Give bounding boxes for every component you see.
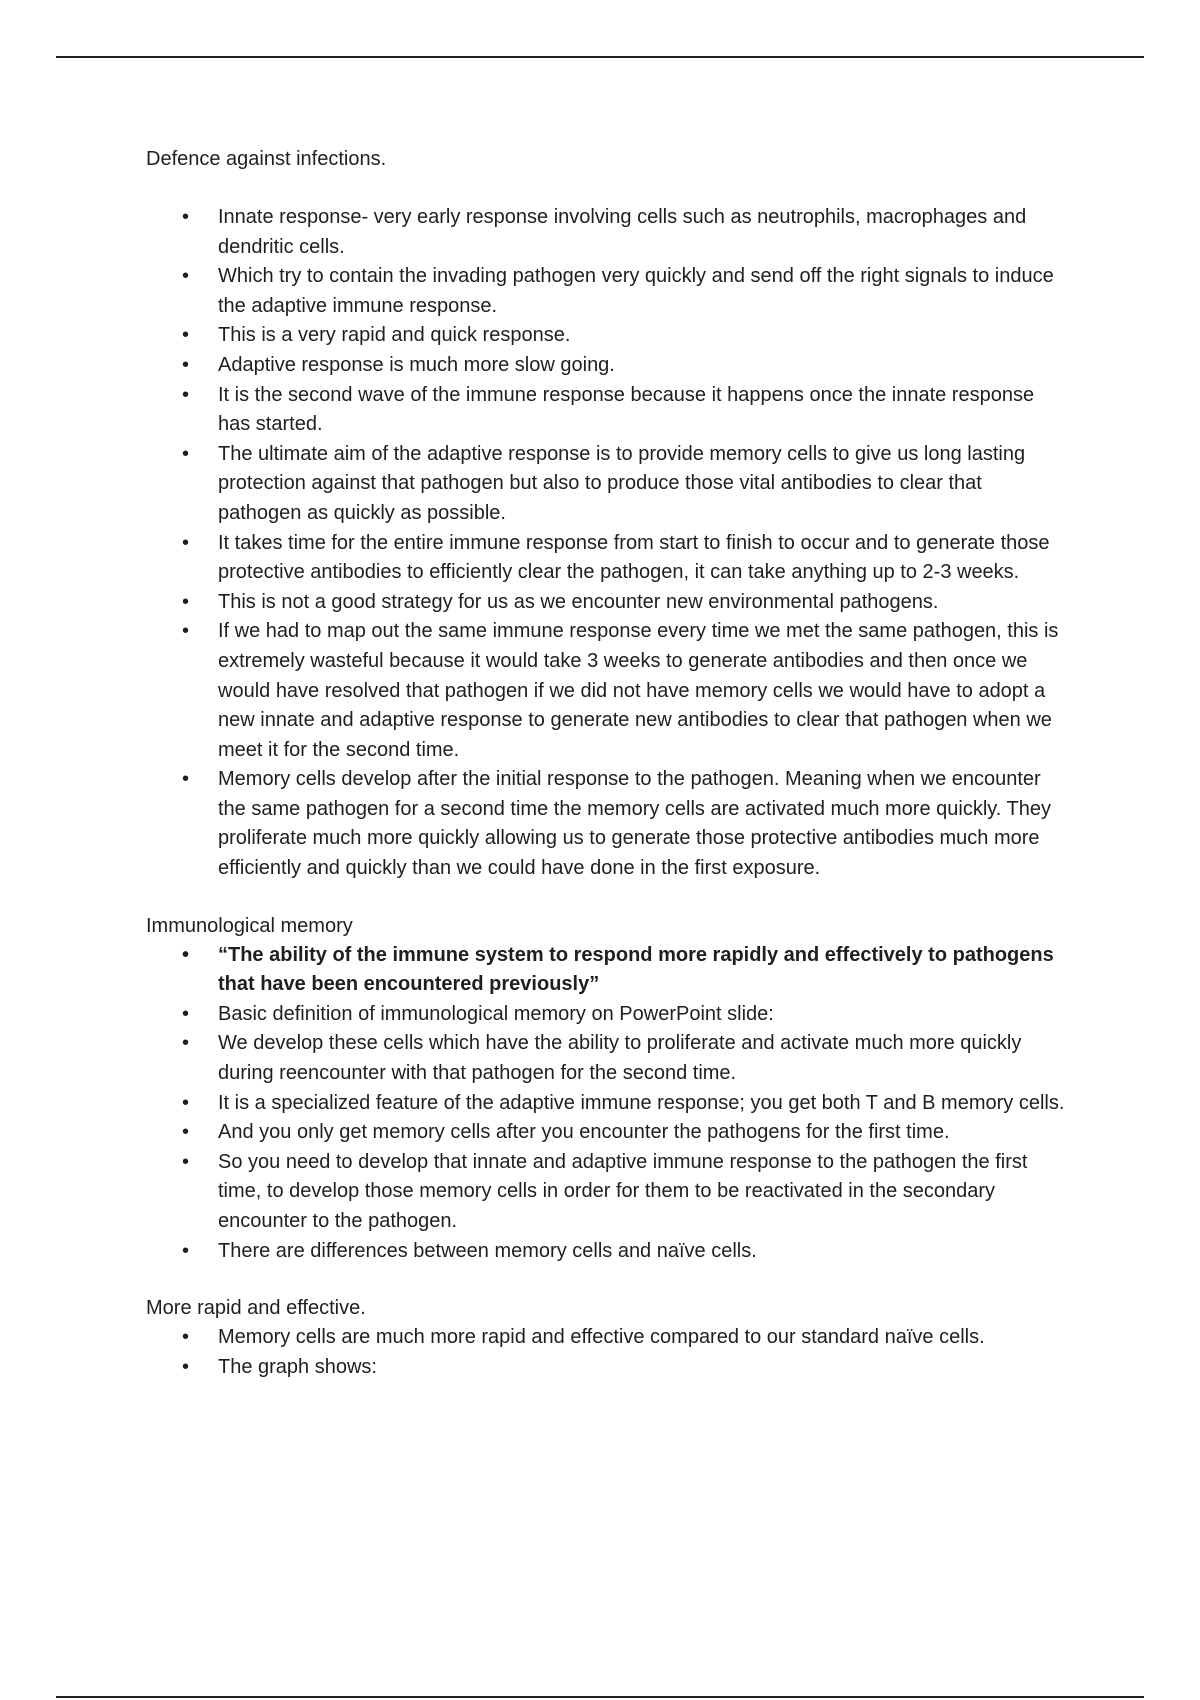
bullet-icon: • [182, 206, 190, 228]
bullet-icon: • [182, 1150, 190, 1173]
bullet-icon: • [182, 943, 190, 966]
bullet-icon: • [182, 353, 190, 376]
list-item: • Basic definition of immunological memory on PowerPoint slide: [146, 1000, 1066, 1030]
bullet-icon: • [182, 1032, 190, 1055]
bullet-icon: • [182, 265, 190, 288]
list-item: • It is a specialized feature of the adaptive immune response; you get both T and B memory cells. [146, 1089, 1066, 1119]
bullet-icon: • [182, 531, 190, 554]
section-heading-defence: Defence against infections. [146, 148, 387, 170]
list-item: • Adaptive response is much more slow going. [146, 351, 1066, 381]
bullet-icon: • [182, 1239, 190, 1262]
list-item: • So you need to develop that innate and adaptive immune response to the pathogen the first time, to develop those memory cells in order for them to be reactivated in the secondary encounter to the pathogen. [146, 1148, 1066, 1237]
footer-rule [56, 1696, 1144, 1698]
spacer [146, 174, 1066, 203]
bullet-icon: • [182, 442, 190, 465]
list-item: • Memory cells develop after the initial response to the pathogen. Meaning when we encounter the same pathogen for a second time the memory cells are activated much more quickly. They proliferate much more quickly allowing us to generate those protective antibodies much more efficiently and quickly than we could have done in the first exposure. [146, 765, 1066, 883]
header-rule [56, 56, 1144, 58]
bullet-icon: • [182, 1091, 190, 1114]
bullet-icon: • [182, 768, 190, 791]
list-item: • Memory cells are much more rapid and effective compared to our standard naïve cells. [146, 1323, 1066, 1353]
bullet-icon: • [182, 1121, 190, 1144]
list-item: • It is the second wave of the immune response because it happens once the innate response has started. [146, 381, 1066, 440]
bullet-icon: • [182, 1002, 190, 1025]
bullet-icon: • [182, 620, 190, 643]
spacer [146, 1266, 1066, 1294]
list-item: • It takes time for the entire immune response from start to finish to occur and to generate those protective antibodies to efficiently clear the pathogen, it can take anything up to 2-3 weeks. [146, 529, 1066, 588]
bullet-icon: • [182, 383, 190, 406]
list-item: • The ultimate aim of the adaptive response is to provide memory cells to give us long lasting protection against that pathogen but also to produce those vital antibodies to clear that pathogen as quickly as possible. [146, 440, 1066, 529]
list-item: • Innate response- very early response involving cells such as neutrophils, macrophages and dendritic cells. [146, 203, 1066, 262]
list-item: • If we had to map out the same immune response every time we met the same pathogen, this is extremely wasteful because it would take 3 weeks to generate antibodies and then once we would have resolved that pathogen if we did not have memory cells we would have to adopt a new innate and adaptive response to generate new antibodies to clear that pathogen when we meet it for the second time. [146, 617, 1066, 765]
list-item: • There are differences between memory cells and naïve cells. [146, 1237, 1066, 1267]
section-heading-immunological-memory: Immunological memory [146, 914, 353, 937]
list-item: • This is not a good strategy for us as we encounter new environmental pathogens. [146, 588, 1066, 618]
bullet-list-defence [146, 203, 1066, 884]
list-item: • Which try to contain the invading pathogen very quickly and send off the right signals to induce the adaptive immune response. [146, 262, 1066, 321]
spacer [146, 884, 1066, 912]
bullet-icon: • [182, 1326, 190, 1349]
document-page [146, 145, 1066, 1382]
bullet-list-immunological-memory [146, 941, 1066, 1267]
list-item: • The graph shows: [146, 1353, 1066, 1383]
list-item: • We develop these cells which have the ability to proliferate and activate much more quickly during reencounter with that pathogen for the second time. [146, 1029, 1066, 1088]
definition-quote: • “The ability of the immune system to respond more rapidly and effectively to pathogens that have been encountered previously” [146, 941, 1066, 1000]
bullet-icon: • [182, 1355, 190, 1378]
bullet-icon: • [182, 590, 190, 613]
bullet-icon: • [182, 324, 190, 347]
list-item: • This is a very rapid and quick response. [146, 321, 1066, 351]
section-heading-rapid-effective: More rapid and effective. [146, 1297, 366, 1320]
bullet-list-rapid-effective [146, 1323, 1066, 1382]
list-item: • And you only get memory cells after you encounter the pathogens for the first time. [146, 1118, 1066, 1148]
